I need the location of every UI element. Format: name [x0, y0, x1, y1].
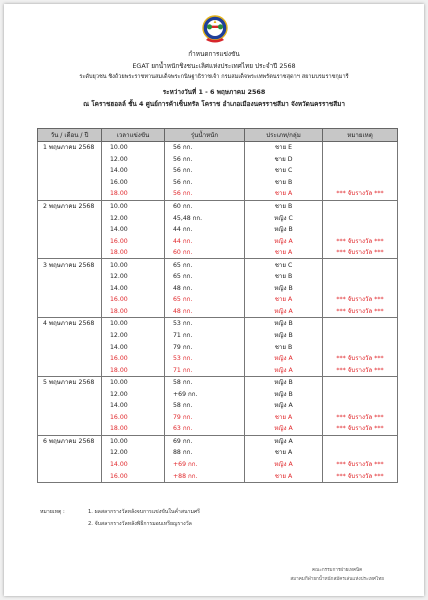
schedule-body: [38, 142, 398, 483]
cell-weight: 60 กก.: [165, 200, 245, 212]
table-row: [38, 423, 398, 435]
notes-label: หมายเหตุ :: [40, 509, 65, 515]
cell-date: 5 พฤษภาคม 2568: [38, 376, 102, 388]
cell-weight: 88 กก.: [165, 447, 245, 459]
column-header-date: วัน / เดือน / ปี: [38, 129, 102, 142]
cell-time: 10.00: [102, 318, 165, 330]
table-row: [38, 224, 398, 236]
table-row: [38, 330, 398, 342]
table-row: [38, 376, 398, 388]
cell-note: [323, 376, 398, 388]
cell-weight: 56 กก.: [165, 188, 245, 200]
note-item-2: 2. จับสลากรางวัลหลังพิธีการมอบเหรียญรางวัล: [88, 521, 192, 527]
cell-time: 10.00: [102, 435, 165, 447]
cell-group: ชาย B: [245, 177, 323, 189]
cell-weight: 48 กก.: [165, 306, 245, 318]
cell-note: [323, 212, 398, 224]
cell-weight: 65 กก.: [165, 271, 245, 283]
cell-date: [38, 188, 102, 200]
table-row: [38, 142, 398, 154]
cell-group: ชาย B: [245, 341, 323, 353]
cell-note: *** จับรางวัล ***: [323, 353, 398, 365]
cell-group: ชาย A: [245, 412, 323, 424]
cell-note: [323, 142, 398, 154]
cell-weight: 56 กก.: [165, 165, 245, 177]
cell-time: 10.00: [102, 259, 165, 271]
cell-date: [38, 306, 102, 318]
cell-time: 12.00: [102, 271, 165, 283]
cell-group: หญิง B: [245, 376, 323, 388]
schedule-table: [37, 128, 398, 483]
cell-date: [38, 283, 102, 295]
cell-weight: 65 กก.: [165, 294, 245, 306]
cell-group: หญิง B: [245, 318, 323, 330]
cell-date: [38, 353, 102, 365]
cell-note: [323, 259, 398, 271]
cell-group: ชาย D: [245, 154, 323, 166]
cell-time: 16.00: [102, 470, 165, 482]
header-dates: ระหว่างวันที่ 1 - 6 พฤษภาคม 2568: [162, 88, 266, 96]
table-row: [38, 188, 398, 200]
cell-date: [38, 165, 102, 177]
cell-note: [323, 447, 398, 459]
cell-group: หญิง B: [245, 224, 323, 236]
table-row: [38, 200, 398, 212]
cell-group: หญิง A: [245, 435, 323, 447]
notes-section: [40, 506, 200, 530]
cell-note: [323, 271, 398, 283]
cell-date: [38, 447, 102, 459]
cell-date: [38, 271, 102, 283]
cell-time: 10.00: [102, 200, 165, 212]
cell-weight: +69 กก.: [165, 388, 245, 400]
table-row: [38, 412, 398, 424]
cell-date: [38, 364, 102, 376]
table-row: [38, 388, 398, 400]
cell-note: [323, 318, 398, 330]
footer-signature: [290, 566, 384, 584]
cell-time: 12.00: [102, 212, 165, 224]
cell-weight: 79 กก.: [165, 412, 245, 424]
cell-date: [38, 154, 102, 166]
cell-time: 18.00: [102, 247, 165, 259]
cell-weight: 71 กก.: [165, 364, 245, 376]
cell-time: 18.00: [102, 188, 165, 200]
cell-note: *** จับรางวัล ***: [323, 306, 398, 318]
cell-date: 1 พฤษภาคม 2568: [38, 142, 102, 154]
cell-date: [38, 247, 102, 259]
cell-group: หญิง A: [245, 364, 323, 376]
cell-group: หญิง A: [245, 353, 323, 365]
cell-weight: 65 กก.: [165, 259, 245, 271]
table-row: [38, 470, 398, 482]
cell-time: 16.00: [102, 294, 165, 306]
column-header-time: เวลาแข่งขัน: [102, 129, 165, 142]
column-header-weight: รุ่นน้ำหนัก: [165, 129, 245, 142]
column-header-note: หมายเหตุ: [323, 129, 398, 142]
cell-note: *** จับรางวัล ***: [323, 364, 398, 376]
cell-note: [323, 330, 398, 342]
cell-group: หญิง A: [245, 306, 323, 318]
cell-date: [38, 388, 102, 400]
table-row: [38, 306, 398, 318]
cell-note: [323, 165, 398, 177]
cell-time: 16.00: [102, 235, 165, 247]
cell-weight: 58 กก.: [165, 400, 245, 412]
document-page: [4, 4, 424, 596]
cell-note: *** จับรางวัล ***: [323, 235, 398, 247]
table-row: [38, 154, 398, 166]
header-event-name: EGAT ยกน้ำหนักชิงชนะเลิศแห่งประเทศไทย ประจำปี 2568: [132, 62, 296, 70]
cell-note: *** จับรางวัล ***: [323, 247, 398, 259]
table-row: [38, 283, 398, 295]
cell-group: หญิง A: [245, 400, 323, 412]
cell-weight: 53 กก.: [165, 353, 245, 365]
note-item-1-text: 1. ผลสลากรางวัลหลังจบการแข่งขันในค่ำสนามศรี: [88, 509, 200, 515]
cell-note: [323, 154, 398, 166]
cell-date: [38, 224, 102, 236]
cell-group: หญิง A: [245, 423, 323, 435]
association-emblem-icon: [200, 14, 230, 46]
cell-time: 18.00: [102, 364, 165, 376]
cell-date: [38, 212, 102, 224]
cell-time: 18.00: [102, 306, 165, 318]
cell-note: [323, 177, 398, 189]
cell-note: [323, 400, 398, 412]
cell-time: 14.00: [102, 400, 165, 412]
cell-date: [38, 459, 102, 471]
cell-weight: 53 กก.: [165, 318, 245, 330]
cell-date: 3 พฤษภาคม 2568: [38, 259, 102, 271]
cell-time: 10.00: [102, 142, 165, 154]
cell-time: 14.00: [102, 341, 165, 353]
cell-group: หญิง B: [245, 330, 323, 342]
table-row: [38, 165, 398, 177]
table-row: [38, 247, 398, 259]
table-row: [38, 353, 398, 365]
header-venue: ณ โคราชฮอลล์ ชั้น 4 ศูนย์การค้าเซ็นทรัล โคราช อำเภอเมืองนครราชสีมา จังหวัดนครราชสีมา: [83, 100, 345, 108]
table-row: [38, 435, 398, 447]
cell-group: หญิง C: [245, 212, 323, 224]
cell-weight: +88 กก.: [165, 470, 245, 482]
cell-group: ชาย B: [245, 271, 323, 283]
cell-date: [38, 330, 102, 342]
cell-time: 16.00: [102, 412, 165, 424]
cell-group: ชาย A: [245, 470, 323, 482]
cell-date: [38, 177, 102, 189]
cell-note: *** จับรางวัล ***: [323, 412, 398, 424]
cell-time: 12.00: [102, 330, 165, 342]
table-row: [38, 364, 398, 376]
cell-weight: 58 กก.: [165, 376, 245, 388]
cell-weight: 56 กก.: [165, 154, 245, 166]
cell-time: 14.00: [102, 459, 165, 471]
cell-weight: 44 กก.: [165, 224, 245, 236]
cell-time: 16.00: [102, 353, 165, 365]
cell-group: ชาย C: [245, 165, 323, 177]
schedule-header-row: [38, 129, 398, 142]
cell-group: ชาย B: [245, 200, 323, 212]
cell-weight: 63 กก.: [165, 423, 245, 435]
note-item-1: [40, 506, 200, 518]
cell-date: 2 พฤษภาคม 2568: [38, 200, 102, 212]
cell-date: [38, 412, 102, 424]
cell-date: 6 พฤษภาคม 2568: [38, 435, 102, 447]
cell-note: [323, 224, 398, 236]
cell-group: ชาย A: [245, 247, 323, 259]
cell-note: *** จับรางวัล ***: [323, 423, 398, 435]
table-row: [38, 447, 398, 459]
cell-note: *** จับรางวัล ***: [323, 459, 398, 471]
cell-weight: 69 กก.: [165, 435, 245, 447]
cell-group: หญิง B: [245, 388, 323, 400]
cell-note: *** จับรางวัล ***: [323, 294, 398, 306]
cell-date: [38, 294, 102, 306]
cell-note: [323, 341, 398, 353]
cell-time: 14.00: [102, 224, 165, 236]
cell-note: *** จับรางวัล ***: [323, 188, 398, 200]
cell-note: [323, 283, 398, 295]
cell-group: หญิง A: [245, 235, 323, 247]
cell-weight: 79 กก.: [165, 341, 245, 353]
header-title: กำหนดการแข่งขัน: [188, 50, 240, 58]
cell-note: [323, 200, 398, 212]
cell-time: 16.00: [102, 177, 165, 189]
cell-time: 18.00: [102, 423, 165, 435]
cell-date: [38, 400, 102, 412]
table-row: [38, 259, 398, 271]
table-row: [38, 294, 398, 306]
header-trophy-line: ระดับยุวชน ชิงถ้วยพระราชทานสมเด็จพระกนิษฐาธิราชเจ้า กรมสมเด็จพระเทพรัตนราชสุดาฯ สยามบรมราชกุมารี: [79, 74, 349, 80]
cell-group: ชาย A: [245, 294, 323, 306]
cell-date: 4 พฤษภาคม 2568: [38, 318, 102, 330]
cell-note: [323, 435, 398, 447]
cell-weight: 44 กก.: [165, 235, 245, 247]
cell-weight: 56 กก.: [165, 177, 245, 189]
cell-group: หญิง A: [245, 459, 323, 471]
footer-committee: คณะกรรมการฝ่ายเทคนิค: [312, 568, 363, 573]
table-row: [38, 177, 398, 189]
table-row: [38, 212, 398, 224]
cell-date: [38, 470, 102, 482]
cell-group: ชาย A: [245, 447, 323, 459]
cell-weight: 60 กก.: [165, 247, 245, 259]
table-row: [38, 459, 398, 471]
cell-group: ชาย E: [245, 142, 323, 154]
cell-weight: 48 กก.: [165, 283, 245, 295]
cell-group: ชาย C: [245, 259, 323, 271]
column-header-group: ประเภท/กลุ่ม: [245, 129, 323, 142]
cell-weight: 45,48 กก.: [165, 212, 245, 224]
table-row: [38, 318, 398, 330]
cell-weight: 56 กก.: [165, 142, 245, 154]
cell-time: 14.00: [102, 283, 165, 295]
cell-date: [38, 235, 102, 247]
table-row: [38, 271, 398, 283]
cell-time: 14.00: [102, 165, 165, 177]
cell-note: *** จับรางวัล ***: [323, 470, 398, 482]
footer-association: สมาคมกีฬายกน้ำหนักสมัครเล่นแห่งประเทศไทย: [290, 577, 384, 582]
cell-date: [38, 423, 102, 435]
cell-date: [38, 341, 102, 353]
cell-note: [323, 388, 398, 400]
table-row: [38, 235, 398, 247]
cell-group: ชาย A: [245, 188, 323, 200]
table-row: [38, 341, 398, 353]
table-row: [38, 400, 398, 412]
cell-weight: 71 กก.: [165, 330, 245, 342]
cell-time: 12.00: [102, 447, 165, 459]
cell-group: หญิง B: [245, 283, 323, 295]
cell-time: 12.00: [102, 154, 165, 166]
cell-time: 10.00: [102, 376, 165, 388]
cell-weight: +69 กก.: [165, 459, 245, 471]
cell-time: 12.00: [102, 388, 165, 400]
